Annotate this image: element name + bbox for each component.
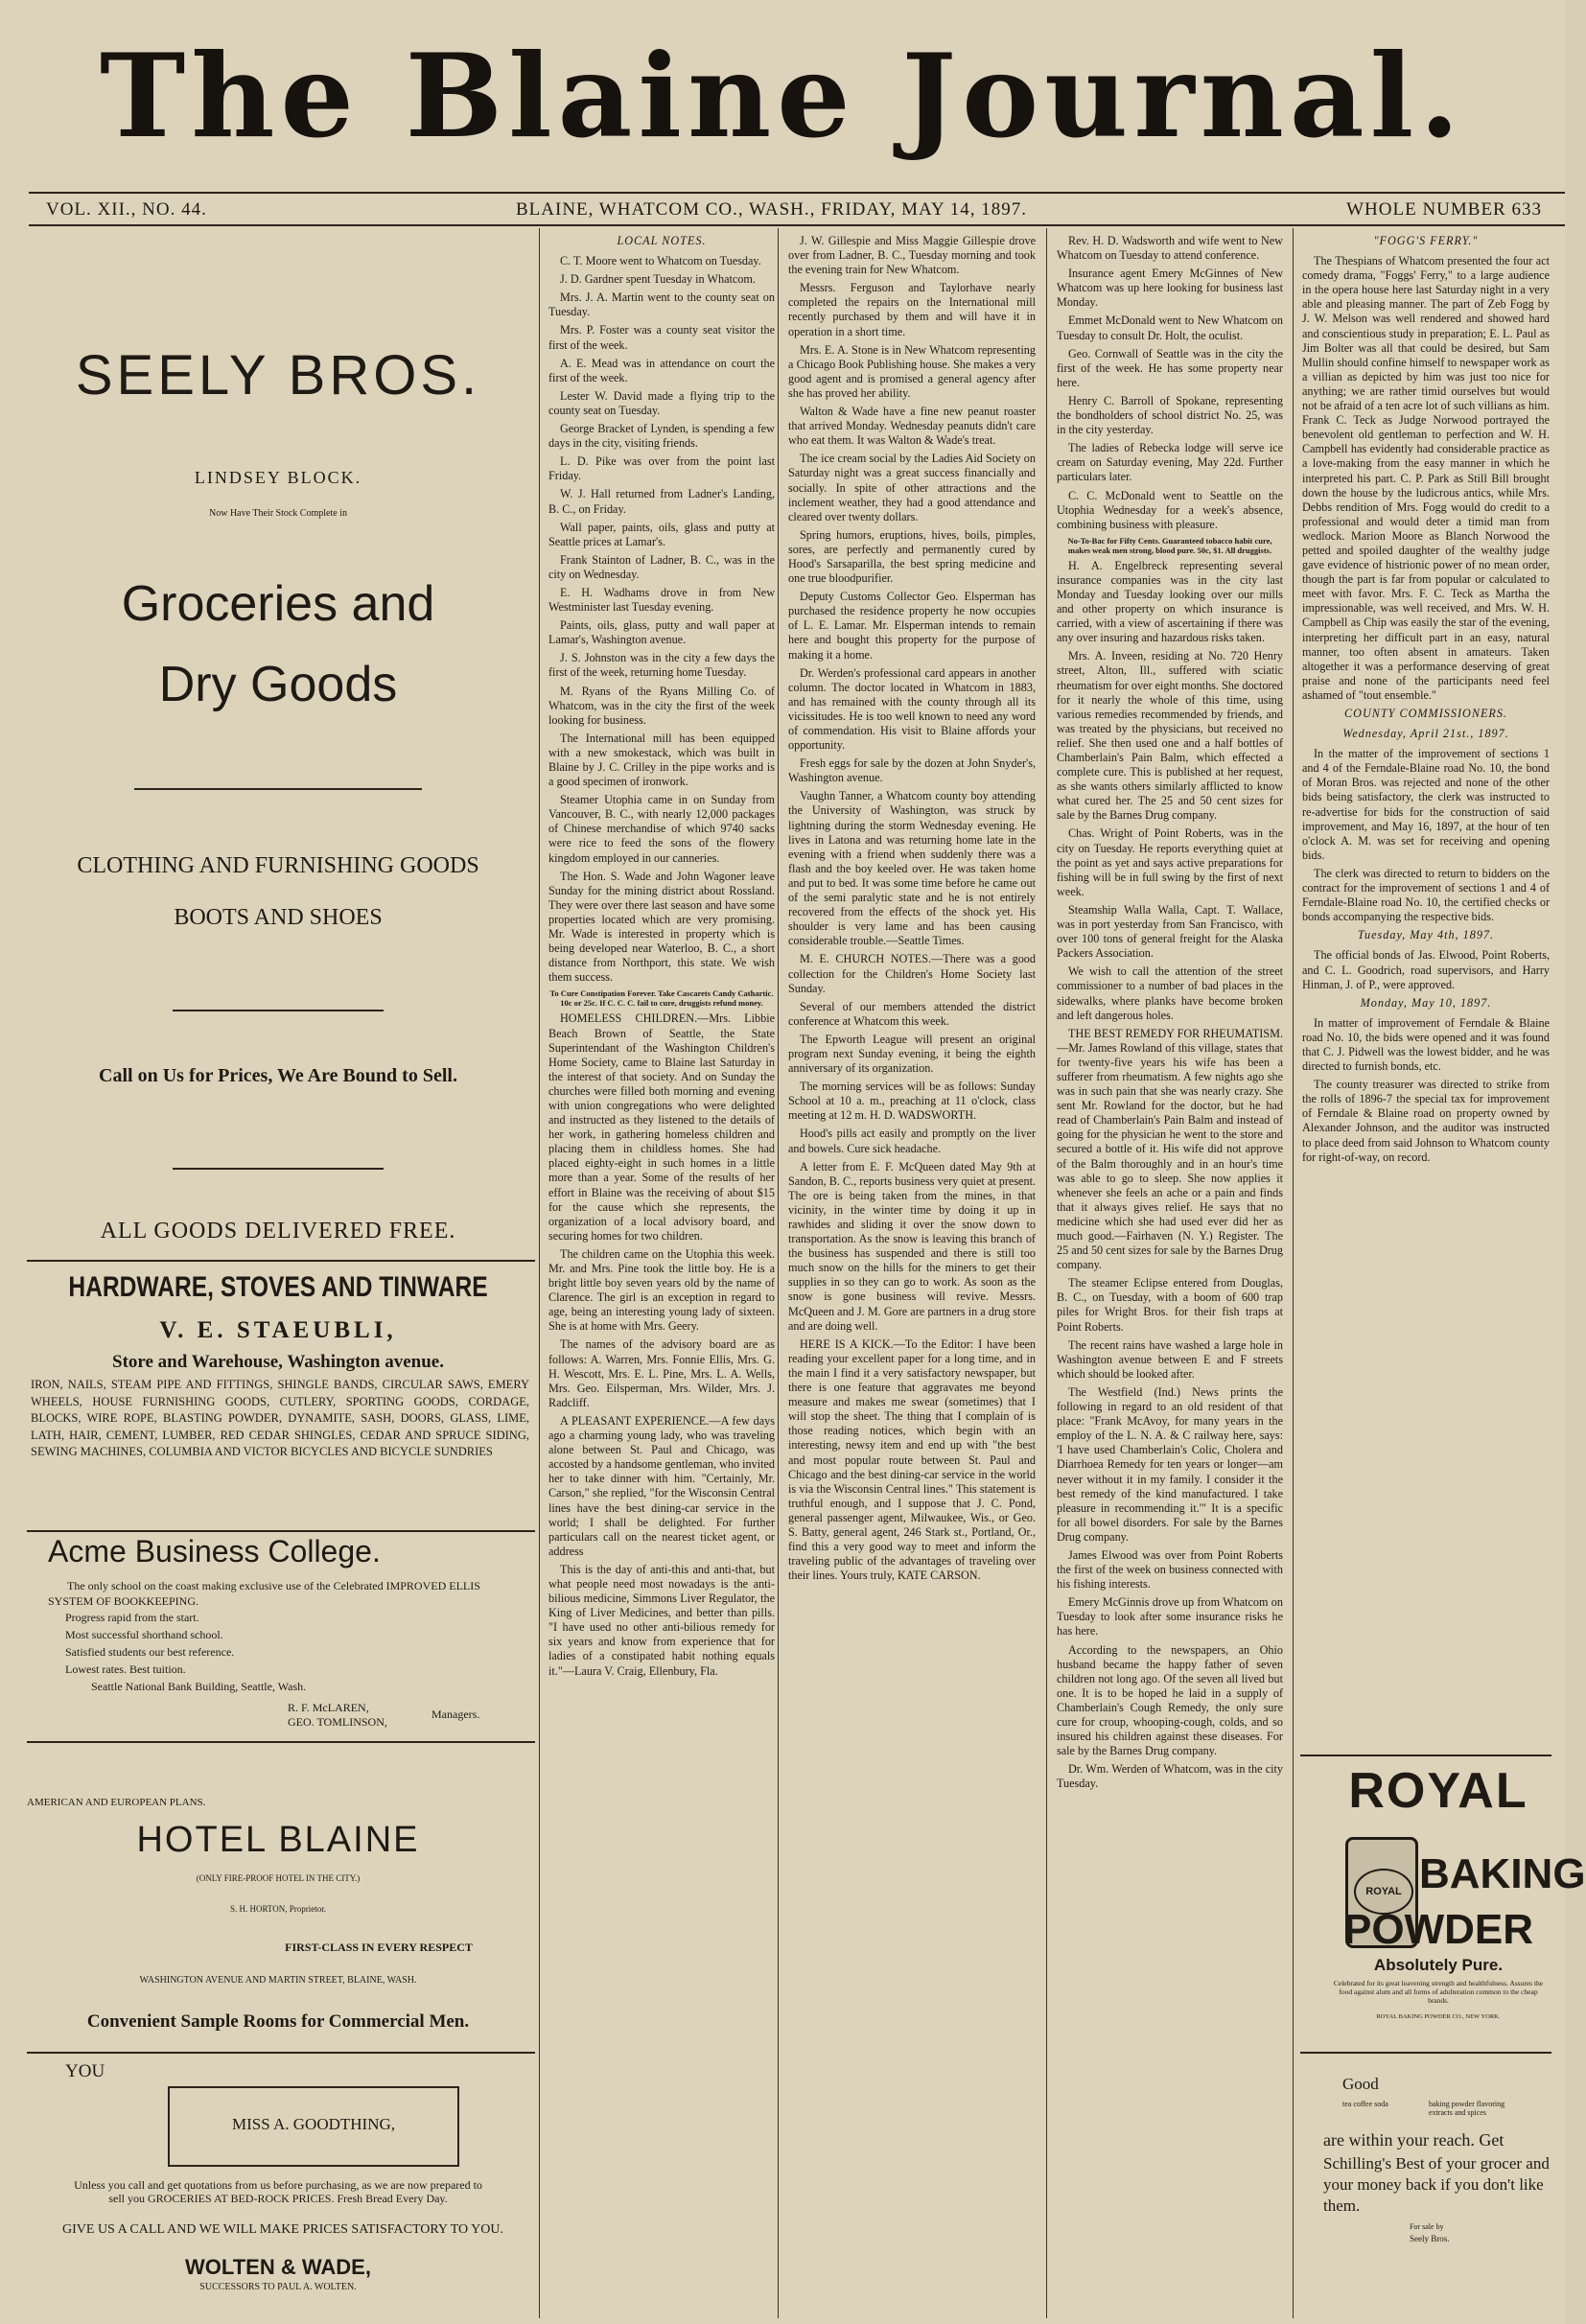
wolten-name: WOLTEN & WADE, xyxy=(185,2255,371,2279)
hotel-name: HOTEL BLAINE xyxy=(136,1820,420,1860)
news-paragraph: The ice cream social by the Ladies Aid Society on Saturday night was a great success financially and socially. In spite of other attractions and the inclement weather, they had a good attendance and cleared over twenty dollars. xyxy=(788,452,1036,523)
news-paragraph: The names of the advisory board are as follows: A. Warren, Mrs. Fonnie Ellis, Mrs. G. H. Wescott, Mrs. E. L. Pine, Mrs. L. A. Wells, Mrs. Geo. Eilsperman, Mrs. Wilder, Mrs. J. Radcliff. xyxy=(548,1337,775,1409)
schilling-sale: For sale by xyxy=(1410,2222,1444,2231)
advertisement-column xyxy=(19,228,537,2318)
news-paragraph: The official bonds of Jas. Elwood, Point Roberts, and C. L. Goodrich, road supervisors, and Harry Hinman, J. of P., were approved. xyxy=(1302,948,1550,991)
wolten-successors: SUCCESSORS TO PAUL A. WOLTEN. xyxy=(199,2282,357,2292)
royal-brand: ROYAL xyxy=(1348,1763,1528,1819)
seely-delivered: ALL GOODS DELIVERED FREE. xyxy=(100,1219,456,1243)
college-line: Progress rapid from the start. xyxy=(65,1611,199,1624)
place-date: BLAINE, WHATCOM CO., WASH., FRIDAY, MAY 14, 1897. xyxy=(516,199,1028,220)
news-paragraph: Mrs. E. A. Stone is in New Whatcom representing a Chicago Book Publishing house. She makes a very good agent and is promised a general agency after she has proved her ability. xyxy=(788,342,1036,400)
news-paragraph: The county treasurer was directed to strike from the rolls of 1896-7 the special tax for improvement of Ferndale & Blaine road on property owned by Alexander Johnson, and the auditor was instructed to place deed from said Johnson to Whatcom county for right-of-way, on record. xyxy=(1302,1078,1550,1164)
news-paragraph: C. C. McDonald went to Seattle on the Utophia Wednesday for a week's absence, combining business with pleasure. xyxy=(1057,488,1283,531)
hotel-proprietor: S. H. HORTON, Proprietor. xyxy=(229,1904,327,1914)
masthead-title: The Blaine Journal. xyxy=(99,29,1466,164)
news-paragraph: Wednesday, April 21st., 1897. xyxy=(1342,727,1509,741)
royal-powder: POWDER xyxy=(1343,1906,1533,1953)
college-title: Acme Business College. xyxy=(48,1534,381,1569)
college-managers-label: Managers. xyxy=(431,1708,480,1721)
royal-company: ROYAL BAKING POWDER CO., NEW YORK. xyxy=(1376,2013,1501,2020)
news-paragraph: We wish to call the attention of the street commissioner to a number of bad places in the sidewalks, where planks have become broken and left dangerous holes. xyxy=(1057,964,1283,1022)
volume-number: VOL. XII., NO. 44. xyxy=(46,199,207,220)
seely-boots: BOOTS AND SHOES xyxy=(174,905,383,930)
schilling-seller: Seely Bros. xyxy=(1410,2234,1450,2243)
news-paragraph: M. Ryans of the Ryans Milling Co. of Whatcom, was in the city the first of the week looking for business. xyxy=(548,684,775,727)
news-paragraph: Walton & Wade have a fine new peanut roaster that arrived Monday. Wednesday peanuts didn't care who eat them. It was Walton & Wade's treat. xyxy=(788,405,1036,448)
hardware-items: IRON, NAILS, STEAM PIPE AND FITTINGS, SHINGLE BANDS, CIRCULAR SAWS, EMERY WHEELS, HOUSE FURNISHING GOODS, CUTLERY, SPORTING GOODS, CORDAGE, BLOCKS, WIRE ROPE, BLASTING POWDER, DYNAMITE, SASH, DOORS, GLASS, LIME, LATH, HAIR, CEMENT, LUMBER, RED CEDAR SHINGLES, CEDAR AND SPRUCE SIDING, SEWING MACHINES, COLUMBIA AND VICTOR BICYCLES AND BICYCLE SUNDRIES xyxy=(31,1378,529,1458)
college-line: The only school on the coast making exclusive use of the Celebrated IMPROVED ELLIS SYSTEM OF BOOKKEEPING. xyxy=(48,1579,480,1608)
news-paragraph: Spring humors, eruptions, hives, boils, pimples, sores, are perfectly and permanently cured by Hood's Sarsaparilla, the best spring medicine and one true bloodpurifier. xyxy=(788,527,1036,586)
hotel-plans: AMERICAN AND EUROPEAN PLANS. xyxy=(27,1797,206,1808)
news-paragraph: The ladies of Rebecka lodge will serve ice cream on Saturday evening, May 22d. Further particulars later. xyxy=(1057,441,1283,484)
news-paragraph: Rev. H. D. Wadsworth and wife went to New Whatcom on Tuesday to attend conference. xyxy=(1057,234,1283,263)
can-label: ROYAL xyxy=(1354,1869,1413,1915)
ad-rule xyxy=(27,2052,535,2054)
news-paragraph: Monday, May 10, 1897. xyxy=(1360,995,1492,1010)
schilling-items: tea coffee soda xyxy=(1342,2100,1388,2108)
column-rule xyxy=(1046,228,1047,2318)
news-paragraph: Wall paper, paints, oils, glass and putty at Seattle prices at Lamar's. xyxy=(548,520,775,548)
news-paragraph: The International mill has been equipped with a new smokestack, which was built in Blaine by J. C. Crilley in the pipe works and is a good specimen of ironwork. xyxy=(548,731,775,789)
royal-baking-powder-ad xyxy=(1328,1762,1586,2050)
royal-fine-print: Celebrated for its great leavening strength and healthfulness. Assures the food against alum and all forms of adulteration common to the cheap brands. xyxy=(1333,1979,1544,2005)
news-paragraph: L. D. Pike was over from the point last Friday. xyxy=(548,454,775,483)
news-paragraph: Emery McGinnis drove up from Whatcom on Tuesday to look after some insurance risks he has here. xyxy=(1057,1595,1283,1638)
news-paragraph: The clerk was directed to return to bidders on the contract for the improvement of sections 1 and 4 of Ferndale-Blaine road No. 10, the certified checks or bonds accompanying the respective bids. xyxy=(1302,866,1550,924)
news-paragraph: The Westfield (Ind.) News prints the following in regard to an old resident of that place: "Frank McAvoy, for many years in the employ of the L. N. A. & C railway here, says: 'I have used Chamberlain's Colic, Cholera and Diarrhoea Remedy for ten years or longer—am never without it in my family. I consider it the best remedy of the kind manufactured. I take pleasure in recommending it.'" It is a specific for all bowel disorders. For sale by the Barnes Drug company. xyxy=(1057,1384,1283,1544)
college-line: Satisfied students our best reference. xyxy=(65,1645,235,1659)
news-paragraph: The recent rains have washed a large hole in Washington avenue between E and F streets which should be looked after. xyxy=(1057,1337,1283,1381)
news-paragraph: Hood's pills act easily and promptly on the liver and bowels. Cure sick headache. xyxy=(788,1127,1036,1155)
ad-rule xyxy=(134,788,422,790)
news-column-1 xyxy=(548,234,775,2314)
news-column-4 xyxy=(1302,234,1550,1754)
ad-rule xyxy=(27,1530,535,1532)
news-paragraph: Fresh eggs for sale by the dozen at John Snyder's, Washington avenue. xyxy=(788,756,1036,785)
news-paragraph: George Bracket of Lynden, is spending a few days in the city, visiting friends. xyxy=(548,422,775,451)
ad-rule xyxy=(27,1260,535,1262)
college-manager: GEO. TOMLINSON, xyxy=(288,1715,387,1729)
news-paragraph: A PLEASANT EXPERIENCE.—A few days ago a charming young lady, who was traveling alone between St. Paul and Chicago, was accosted by a handsome gentleman, who invited her to take dinner with him. "Certainly, Mr. Carson," she replied, "for the Wisconsin Central lines have the best dining-car service in the world; I shall be delighted. For further particulars call on the nearest ticket agent, or address xyxy=(548,1413,775,1558)
wolten-quotations: Unless you call and get quotations from us before purchasing, as we are now prepared to sell you GROCERIES AT BED-ROCK PRICES. Fresh Bread Every Day. xyxy=(74,2178,482,2205)
seely-bros-name: SEELY BROS. xyxy=(75,344,481,407)
news-paragraph: THE BEST REMEDY FOR RHEUMATISM.—Mr. James Rowland of this village, states that for twenty-five years his wife has been a sufferer from rheumatism. A few nights ago she was in such pain that she was nearly crazy. She sent Mr. Rowland for the doctor, but he had read of Chamberlain's Pain Balm and instead of going for the physician he went to the store and secured a bottle of it. His wife did not approve of the Balm thoroughly and in an hour's time was able to go to sleep. She now applies it whenever she feels an ache or a pain and finds that it always gives relief. He says that no medicine which she had used ever did her as much good.—Fairhaven (N. Y.) Register. The 25 and 50 cent sizes for sale by the Barnes Drug company. xyxy=(1057,1026,1283,1272)
hotel-sub: (ONLY FIRE-PROOF HOTEL IN THE CITY.) xyxy=(196,1873,361,1883)
seely-block: LINDSEY BLOCK. xyxy=(194,468,362,487)
hotel-rooms: Convenient Sample Rooms for Commercial Men. xyxy=(86,2011,470,2032)
news-paragraph: Paints, oils, glass, putty and wall paper at Lamar's, Washington avenue. xyxy=(548,618,775,647)
college-line: Most successful shorthand school. xyxy=(65,1628,223,1641)
news-paragraph: Steamship Walla Walla, Capt. T. Wallace, was in port yesterday from San Francisco, with over 100 tons of general freight for the Alaska Packers Association. xyxy=(1057,902,1283,961)
news-paragraph: HERE IS A KICK.—To the Editor: I have been reading your excellent paper for a long time, and in the main I find it a very satisfactory newspaper, but there is one feature that aggravates me beyond measure and makes me swear (sometimes) that I will stop the sheet. The thing that I complain of is those reading notices, which begin with an interesting, newsy item and end up with "the best and most popular route between St. Paul and Chicago and the best dining-car service in the world is via the Wisconsin Central lines." This statement is truthful enough, and I suppose that J. C. Pond, general passenger agent, Milwaukee, Wis., or Geo. S. Batty, general agent, 246 Stark st., Portland, Or., find this a very good way to meet and inform the traveling public of the advantages of traveling over their lines. Yours truly, KATE CARSON. xyxy=(788,1336,1036,1583)
news-paragraph: E. H. Wadhams drove in from New Westminister last Tuesday evening. xyxy=(548,585,775,615)
news-column-2 xyxy=(788,234,1036,2314)
news-paragraph: COUNTY COMMISSIONERS. xyxy=(1344,707,1507,720)
schilling-line: are within your reach. Get xyxy=(1323,2130,1504,2150)
schilling-items: baking powder flavoring extracts and spices xyxy=(1429,2100,1505,2117)
masthead-rule-bottom xyxy=(29,224,1565,226)
news-paragraph: W. J. Hall returned from Ladner's Landing, B. C., on Friday. xyxy=(548,487,775,516)
ad-rule xyxy=(173,1010,384,1011)
news-paragraph: Mrs. A. Inveen, residing at No. 720 Henry street, Alton, Ill., suffered with sciatic rheumatism for over eight months. She doctored for it nearly the whole of this time, using various remedies recommended by friends, and was treated by the physicians, but received no relief. She then used one and a half bottles of Chamberlain's Pain Balm, which effected a complete cure. This is published at her request, as she wants others similarly afflicted to know what cured her. The 25 and 50 cent sizes for sale by the Barnes Drug company. xyxy=(1057,649,1283,823)
schilling-line: Schilling's Best of your grocer and your money back if you don't like them. xyxy=(1323,2154,1550,2215)
news-paragraph: A. E. Mead was in attendance on court the first of the week. xyxy=(548,356,775,384)
schilling-good: Good xyxy=(1342,2075,1379,2093)
news-paragraph: No-To-Bac for Fifty Cents. Guaranteed tobacco habit cure, makes weak men strong, blood pure. 50c, $1. All druggists. xyxy=(1067,535,1272,555)
news-paragraph: J. D. Gardner spent Tuesday in Whatcom. xyxy=(560,272,756,287)
news-paragraph: The Thespians of Whatcom presented the four act comedy drama, "Foggs' Ferry," to a large audience in the opera house here last Saturday night in a very able and pleasing manner. The part of Zeb Fogg by J. W. Melson was well rendered and showed hard and conscientious study in preparation; E. L. Paul as Jim Bolter was all that could be desired, but Sam Mullin should confine himself to newspaper work as a villian as depicted by him was just too nice for anything; we are rather timid ourselves but would not be afraid of a ten acre lot of such villians as him. Frank C. Teck as Judge Norwood portrayed the benevolent old gentleman to perfection and W. H. Campbell has evidently had considerable practice as a love-making from the easy manner in which he interpreted his part. C. P. Park as Still Bill brought down the house by the ludicrous antics, while Mrs. Debbs rendition of Mrs. Fogg would do credit to a professional and would deter a timid man from wedlock. Marion Moore as Blanch Norwood the petted and spoiled daughter of the wealthy judge gave evidence of histrionic power of no mean order, though the part is far from popular or calculated to meet with favor. Mrs. F. C. Teck as Martha the impressionable, was well received, and Mrs. W. H. Campbell as Chip was easily the star of the evening, interpreting her difficult part in an easy, natural manner, too often absent in amateurs. Taken altogether it was a performance deserving of great praise and none of the participants need feel ashamed of "tout ensemble." xyxy=(1302,254,1550,702)
column-rule xyxy=(1293,228,1294,2318)
news-paragraph: According to the newspapers, an Ohio husband became the happy father of seven children not long ago. Of the seven all lived but one. It is to be hoped he laid in a supply of Chamberlain's Cough Remedy, the only sure cure for croup, whooping-cough, colds, and so insured his children against these diseases. For sale by the Barnes Drug company. xyxy=(1057,1642,1283,1758)
news-paragraph: The children came on the Utophia this week. Mr. and Mrs. Pine took the little boy. He is a bright little boy seven years old by the name of Clarence. The girl is an exception in regard to age, being an interesting young lady of sixteen. She is at home with Mrs. Geery. xyxy=(548,1246,775,1334)
column-rule xyxy=(778,228,779,2318)
news-paragraph: Dr. Wm. Werden of Whatcom, was in the city Tuesday. xyxy=(1057,1762,1283,1791)
wolten-prices: GIVE US A CALL AND WE WILL MAKE PRICES SATISFACTORY TO YOU. xyxy=(62,2222,503,2237)
news-paragraph: In matter of improvement of Ferndale & Blaine road No. 10, the bids were opened and it was found that C. J. Pidwell was the lowest bidder, and he was directed to furnish bonds, etc. xyxy=(1302,1015,1550,1074)
seely-stock: Now Have Their Stock Complete in xyxy=(209,508,347,519)
news-paragraph: Insurance agent Emery McGinnes of New Whatcom was up here looking for business last Monday. xyxy=(1057,267,1283,310)
news-paragraph: In the matter of the improvement of sections 1 and 4 of the Ferndale-Blaine road No. 10, the bond of Moran Bros. was rejected and none of the other bids being satisfactory, the clerk was instructed to re-advertise for bids for the construction of said improvement, and May 16, 1897, at the hour of ten o'clock A. M. was set for receiving and opening bids. xyxy=(1302,747,1550,862)
news-paragraph: The morning services will be as follows: Sunday School at 10 a. m., preaching at 11 o'clock, class meeting at 12 m. H. D. WADSWORTH. xyxy=(788,1080,1036,1123)
news-paragraph: A letter from E. F. McQueen dated May 9th at Sandon, B. C., reports business very quiet at present. The ore is being taken from the mines, in that vicinity, in the winter time by doing it up in rawhides and sliding it over the snow down to transportation. As the snow is leaving this branch of the business has suspended and there is still too much snow on the hills for the miners to get their supplies in so they can go to work. As soon as the snow is gone business will revive. Messrs. McQueen and J. M. Gore are partners in a drug store and are doing well. xyxy=(788,1159,1036,1333)
news-paragraph: LOCAL NOTES. xyxy=(617,234,707,247)
news-paragraph: J. W. Gillespie and Miss Maggie Gillespie drove over from Ladner, B. C., Tuesday morning and took the evening train for New Whatcom. xyxy=(788,234,1036,277)
news-paragraph: Frank Stainton of Ladner, B. C., was in the city on Wednesday. xyxy=(548,552,775,581)
college-line: Lowest rates. Best tuition. xyxy=(65,1662,186,1676)
news-paragraph: This is the day of anti-this and anti-that, but what people need most nowadays is the anti-bilious medicine, Simmons Liver Regulator, the King of Liver Medicines, and better than pills. "I have used no other anti-bilious remedy for six years and know from experience that for ladies of a constipated habit nothing equals it."—Laura V. Craig, Ellenbury, Fla. xyxy=(548,1562,775,1678)
miss-goodthing-box xyxy=(168,2086,459,2167)
news-paragraph: To Cure Constipation Forever. Take Cascarets Candy Cathartic. 10c or 25c. If C. C. C. fail to cure, druggists refund money. xyxy=(549,988,774,1009)
masthead-rule-top xyxy=(29,192,1565,194)
hotel-first-class: FIRST-CLASS IN EVERY RESPECT xyxy=(285,1941,473,1954)
news-paragraph: Vaughn Tanner, a Whatcom county boy attending the University of Washington, was struck by lightning during the storm Wednesday evening. He lives in Latona and was returning home late in the evening with a friend when suddenly there was a flash and the boy keeled over. He was taken home and put to bed. It was some time before he came out of the semi paralytic state and he is not entirely recovered from the effects of the shock yet. His shoulder is very lame and has been causing considerable trouble.—Seattle Times. xyxy=(788,789,1036,948)
news-paragraph: James Elwood was over from Point Roberts the first of the week on business connected with his fishing interests. xyxy=(1057,1547,1283,1592)
column-rule xyxy=(539,228,540,2318)
news-paragraph: Mrs. J. A. Martin went to the county seat on Tuesday. xyxy=(548,290,775,319)
news-paragraph: Tuesday, May 4th, 1897. xyxy=(1357,928,1495,942)
news-paragraph: Lester W. David made a flying trip to the county seat on Tuesday. xyxy=(548,388,775,417)
news-paragraph: The Hon. S. Wade and John Wagoner leave Sunday for the mining district about Rossland. They were over there last season and have some properties located which are very promising. Mr. Wade is interested in property which is being developed near Waterloo, B. C., a short distance from Northport, this state. We wish them success. xyxy=(548,869,775,985)
hotel-street: WASHINGTON AVENUE AND MARTIN STREET, BLAINE, WASH. xyxy=(139,1975,417,1986)
ad-rule xyxy=(173,1168,384,1170)
college-line: Seattle National Bank Building, Seattle, Wash. xyxy=(91,1680,307,1693)
news-paragraph: J. S. Johnston was in the city a few days the first of the week, returning home Tuesday. xyxy=(548,651,775,680)
news-paragraph: Henry C. Barroll of Spokane, representing the bondholders of school district No. 25, was in the city yesterday. xyxy=(1057,393,1283,437)
news-paragraph: Messrs. Ferguson and Taylorhave nearly completed the repairs on the International mill recently purchased by them and will have it in operation in a short time. xyxy=(788,281,1036,338)
news-paragraph: "FOGG'S FERRY." xyxy=(1373,234,1479,247)
seely-groceries: Groceries and xyxy=(121,576,435,632)
schillings-ad xyxy=(1323,2061,1553,2243)
news-paragraph: Steamer Utophia came in on Sunday from Vancouver, B. C., with nearly 12,000 packages of Chinese merchandise of which 9740 sacks were rice to feed the sons of the flowery kingdom employed in our canneries. xyxy=(548,793,775,865)
miss-goodthing: MISS A. GOODTHING, xyxy=(231,2115,395,2133)
news-paragraph: Deputy Customs Collector Geo. Elsperman has purchased the residence property he now occupies of L. E. Lamar. Mr. Elsperman intends to remain here and bought this property for the purpose of making it a home. xyxy=(788,590,1036,662)
news-paragraph: Emmet McDonald went to New Whatcom on Tuesday to consult Dr. Holt, the oculist. xyxy=(1057,314,1283,342)
royal-baking: BAKING xyxy=(1419,1850,1586,1897)
seely-clothing: CLOTHING AND FURNISHING GOODS xyxy=(77,853,479,878)
news-paragraph: Geo. Cornwall of Seattle was in the city the first of the week. He has some property near here. xyxy=(1057,346,1283,389)
ad-rule xyxy=(27,1741,535,1743)
news-column-3 xyxy=(1057,234,1283,2314)
wolten-you: YOU xyxy=(65,2061,105,2081)
college-manager: R. F. McLAREN, xyxy=(288,1701,369,1714)
seely-call: Call on Us for Prices, We Are Bound to Sell. xyxy=(99,1065,457,1086)
news-paragraph: C. T. Moore went to Whatcom on Tuesday. xyxy=(560,254,761,268)
ad-rule xyxy=(1300,2052,1551,2054)
hardware-store: Store and Warehouse, Washington avenue. xyxy=(112,1352,444,1372)
news-paragraph: The Epworth League will present an original program next Sunday evening, it being the eighth anniversary of its organization. xyxy=(788,1032,1036,1076)
news-paragraph: HOMELESS CHILDREN.—Mrs. Libbie Beach Brown of Seattle, the State Superintendant of the Washington Children's Home Society, came to Blaine last Saturday in the interest of that society. And on Sunday the churches were filled both morning and evening with union congregations who were delighted and instructed as they listened to the details of her work, in gathering homeless children and placing them in childless homes. She had placed eighty-eight in such homes in a little more than a year. Some of the results of her effort in Blaine was the receiving of about $15 for the cause which she represents, the organization of a local advisory board, and securing homes for two children. xyxy=(548,1011,775,1243)
news-paragraph: M. E. CHURCH NOTES.—There was a good collection for the Children's Home Society last Sunday. xyxy=(788,952,1036,995)
royal-pure: Absolutely Pure. xyxy=(1373,1956,1504,1974)
seely-dry-goods: Dry Goods xyxy=(158,657,398,712)
whole-number: WHOLE NUMBER 633 xyxy=(1346,199,1542,220)
news-paragraph: Mrs. P. Foster was a county seat visitor the first of the week. xyxy=(548,323,775,352)
news-paragraph: The steamer Eclipse entered from Douglas, B. C., on Tuesday, with a boom of 600 trap piles for Wright Bros. for their fish traps at Point Roberts. xyxy=(1057,1276,1283,1334)
ad-rule xyxy=(1300,1755,1551,1756)
hardware-title: HARDWARE, STOVES AND TINWARE xyxy=(68,1271,488,1303)
news-paragraph: Several of our members attended the district conference at Whatcom this week. xyxy=(788,999,1036,1028)
news-paragraph: H. A. Engelbreck representing several insurance companies was in the city last Monday and Tuesday looking over our mills and other property on which insurance is carried, with a view of ascertaining if there was any over insuring and hazardous risks taken. xyxy=(1057,558,1283,645)
news-paragraph: Chas. Wright of Point Roberts, was in the city on Tuesday. He reports everything quiet at the point as yet and says active preparations for fishing will be in full swing by the first of next week. xyxy=(1057,826,1283,898)
hardware-owner: V. E. STAEUBLI, xyxy=(159,1317,397,1343)
news-paragraph: Dr. Werden's professional card appears in another column. The doctor located in Whatcom in 1883, and has remained with the county through all its vicissitudes. He is too well known to need any word of commendation. His visit to Blaine affords your opportunity. xyxy=(788,665,1036,753)
